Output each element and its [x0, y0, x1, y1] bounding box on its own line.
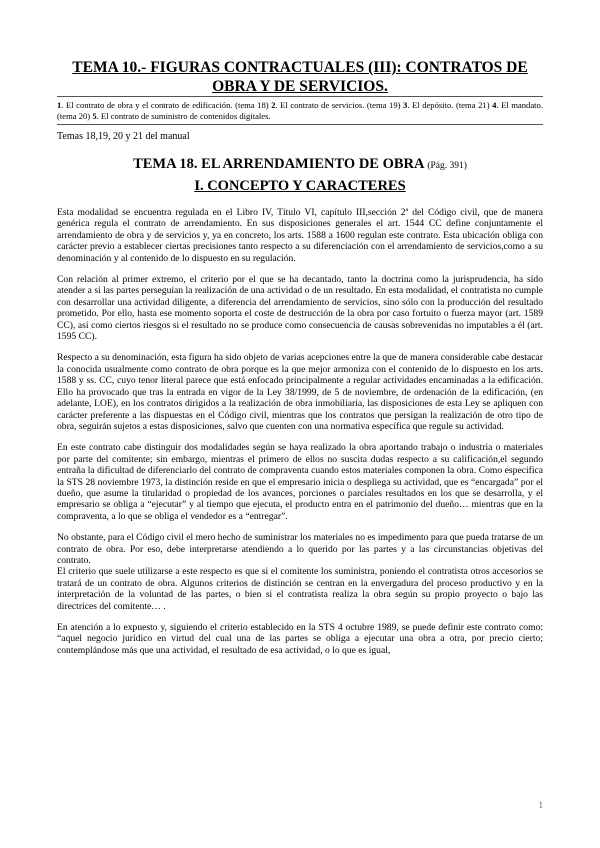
toc-num-2: 2 — [271, 100, 276, 110]
toc-item-1: . El contrato de obra y el contrato de edificación. (tema 18) — [61, 100, 272, 110]
toc-item-4: . El mandato. (tema 20) — [57, 100, 543, 121]
toc-num-5: 5 — [92, 110, 97, 121]
toc-num-1: 1 — [57, 100, 62, 110]
section-subtitle: I. CONCEPTO Y CARACTERES — [194, 178, 406, 194]
paragraph-4: En este contrato cabe distinguir dos modalidades según se haya realizado la obra aportando trabajo o industria o materiales por parte del comitente; sin embargo, mientras el primero de ellos no suscita dudas respecto a su calificación,el segundo entraña la dificultad de diferenciarlo del contrato de compraventa cuando estos materiales componen la obra. Como especifica la STS 28 noviembre 1973, la distinción reside en que el empresario inicia o despliega su actividad, que es “encargada” por el dueño, que asume la titularidad o propiedad de los avances, porciones o parciales resultados en los que se desarrolla, y el empresario se obliga a “ejecutar” y al tiempo que ejecuta, el producto entra en el patrimonio del dueño… mientras que en la compraventa, a lo que se obliga el vendedor es a “entregar”. — [57, 442, 543, 522]
toc-item-2: . El contrato de servicios. (tema 19) — [275, 100, 404, 110]
body-text — [57, 207, 543, 666]
temas-note: Temas 18,19, 20 y 21 del manual — [57, 131, 190, 142]
page-reference: (Pág. 391) — [427, 161, 467, 171]
paragraph-5: No obstante, para el Código civil el mero hecho de suministrar los materiales no es impedimento para que pueda tratarse de un contrato de obra. Por eso, debe interpretarse atendiendo a lo querido por las partes y a las circunstancias objetivas del contrato. — [57, 532, 543, 566]
toc-item-3: . El depósito. (tema 21) — [407, 100, 493, 110]
paragraph-6: El criterio que suele utilizarse a este respecto es que si el comitente los suministra, poniendo el contratista otros accesorios se tratará de un contrato de obra. Algunos criterios de distinción se centran en la envergadura del proceso productivo y en la interpretación de la voluntad de las partes, o bien si el contratista realiza la obra según su propio proyecto o bajo las directrices del comitente… . — [57, 566, 543, 612]
paragraph-7: En atención a lo expuesto y, siguiendo el criterio establecido en la STS 4 octubre 1989, se puede definir este contrato como: “aquel negocio jurídico en virtud del cual una de las partes se obliga a ejecutar una obra a otra, por precio cierto; contemplándose más que una actividad, el resultado de esa actividad, o lo que es igual, — [57, 622, 543, 656]
section-title — [57, 155, 543, 175]
section-title-text: TEMA 18. EL ARRENDAMIENTO DE OBRA — [133, 156, 424, 172]
table-of-contents — [57, 100, 543, 121]
divider-top — [57, 96, 543, 97]
page-number: 1 — [538, 800, 543, 810]
toc-num-4: 4 — [492, 100, 497, 110]
divider-bottom — [57, 124, 543, 125]
toc-item-5: . El contrato de suministro de contenidos digitales. — [96, 110, 271, 121]
paragraph-2: Con relación al primer extremo, el criterio por el que se ha decantado, tanto la doctrina como la jurisprudencia, ha sido atender a si las partes perseguían la realización de una actividad o de un resultado. En esta modalidad, el contratista no cumple con desarrollar una actividad diligente, a diferencia del arrendamiento de servicios, sino sólo con la producción del resultado prometido. Por ello, hasta ese momento soporta el coste de destrucción de la obra por caso fortuito o fuerza mayor (art. 1589 CC), así como ciertos riesgos si el resultado no se produce como consecuencia de causas sobrevenidas no imputables a él (art. 1595 CC). — [57, 274, 543, 343]
document-title: TEMA 10.- FIGURAS CONTRACTUALES (III): CONTRATOS DE OBRA Y DE SERVICIOS. — [72, 59, 528, 95]
paragraph-3: Respecto a su denominación, esta figura ha sido objeto de varias acepciones entre la que de manera considerable cabe destacar la conocida usualmente como contrato de obra porque es la que mejor armoniza con el contenido de lo dispuesto en los arts. 1588 y ss. CC, cuyo tenor literal parece que está enfocado principalmente a regular actividades encaminadas a la edificación. Ello ha provocado que tras la entrada en vigor de la Ley 38/1999, de 5 de noviembre, de ordenación de la edificación, (en adelante, LOE), en los contratos dirigidos a la realización de obra inmobiliaria, las disposiciones de esta Ley se apliquen con carácter preferente a las dispuestas en el Código civil, mientras que los contratos que persigan la realización de otro tipo de obra, seguirán sujetos a estas disposiciones, salvo que cuenten con una normativa específica que regule su actividad. — [57, 352, 543, 432]
paragraph-1: Esta modalidad se encuentra regulada en el Libro IV, Título VI, capítulo III,sección 2ª del Código civil, que de manera genérica regula el contrato de arrendamiento. En sus disposiciones generales el art. 1544 CC define conjuntamente el arrendamiento de obra y de servicios y, ya en concreto, los arts. 1588 a 1600 regulan este contrato. Esta ubicación obliga con carácter previo a establecer ciertas precisiones tanto respecto a su diferenciación con el arrendamiento de servicios,como a su denominación y al contenido de lo dispuesto en su regulación. — [57, 207, 543, 264]
toc-num-3: 3 — [403, 100, 408, 110]
